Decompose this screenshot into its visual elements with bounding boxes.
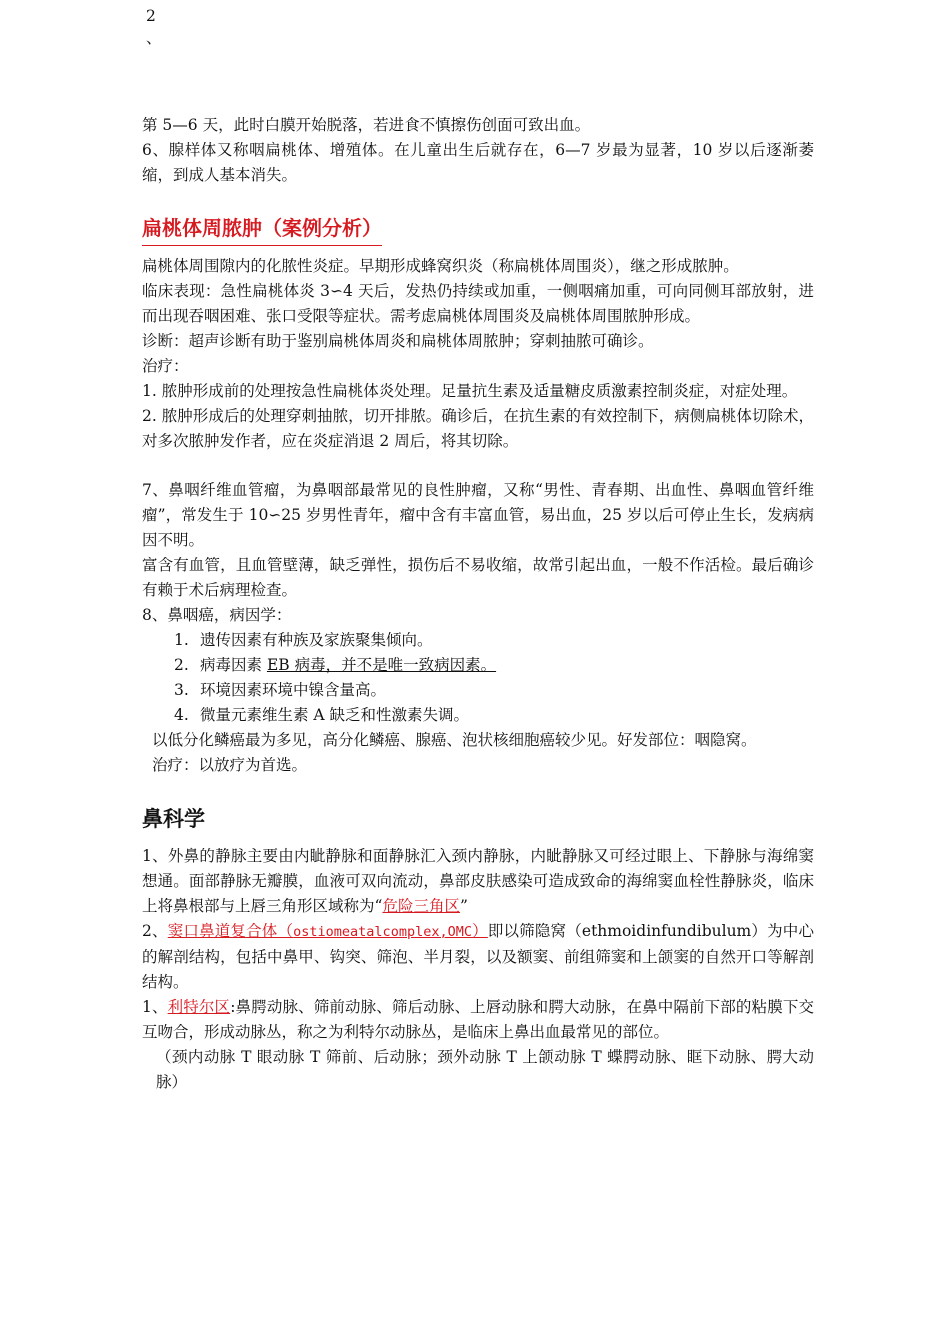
omc-term-en: ostiomeatalcomplex,OMC <box>293 924 472 940</box>
abscess-treatment-label: 治疗： <box>142 357 189 375</box>
abscess-clinical: 临床表现：急性扁桃体炎 3∽4 天后，发热仍持续或加重，一侧咽痛加重，可向同侧耳部放射，进而出现吞咽困难、张口受限等症状。需考虑扁桃体周围炎及扁桃体周围脓肿形成。 <box>142 282 814 325</box>
heading-rhinology: 鼻科学 <box>142 806 205 831</box>
littles-area-term: 利特尔区 <box>167 998 231 1016</box>
intro-line-1: 第 5—6 天，此时白膜开始脱落，若进食不慎擦伤创面可致出血。 <box>142 116 591 134</box>
rhinology-para-2: 2、窦口鼻道复合体（ostiomeatalcomplex,OMC）即以筛隐窝（ethmoidinfundibulum）为中心的解剖结构，包括中鼻甲、钩突、筛泡、半月裂，以及额窦、前组筛窦和上颌窦的自然开口等解剖结构。 <box>142 922 814 991</box>
angiofibroma-para-1: 7、鼻咽纤维血管瘤，为鼻咽部最常见的良性肿瘤，又称“男性、青春期、出血性、鼻咽血管纤维瘤”，常发生于 10∽25 岁男性青年，瘤中含有丰富血管，易出血，25 岁以后可停止生长，发病病因不明。 <box>142 481 814 549</box>
npc-pathology: 以低分化鳞癌最为多见，高分化鳞癌、腺癌、泡状核细胞癌较少见。好发部位：咽隐窝。 <box>152 731 757 749</box>
rhinology-para-1: 1、外鼻的静脉主要由内眦静脉和面静脉汇入颈内静脉，内眦静脉又可经过眼上、下静脉与海绵窦想通。面部静脉无瓣膜，血液可双向流动，鼻部皮肤感染可造成致命的海绵窦血栓性静脉炎，临床上将鼻根部与上唇三角形区域称为“危险三角区” <box>142 847 814 915</box>
list-item: 3. 环境因素环境中镍含量高。 <box>174 681 387 699</box>
page-marker-comma: 、 <box>146 29 162 47</box>
rhinology-artery-note: （颈内动脉 T 眼动脉 T 筛前、后动脉；颈外动脉 T 上颌动脉 T 蝶腭动脉、眶下动脉、腭大动脉） <box>156 1048 814 1091</box>
intro-line-2: 6、腺样体又称咽扁桃体、增殖体。在儿童出生后就存在，6—7 岁最为显著，10 岁以后逐渐萎缩，到成人基本消失。 <box>142 141 814 184</box>
npc-treatment: 治疗：以放疗为首选。 <box>152 756 308 774</box>
list-item: 2. 病毒因素 EB 病毒，并不是唯一致病因素。 <box>174 656 497 674</box>
abscess-diagnosis: 诊断：超声诊断有助于鉴别扁桃体周炎和扁桃体周脓肿；穿刺抽脓可确诊。 <box>142 332 654 350</box>
document-body <box>142 113 814 1095</box>
omc-term-close: ） <box>471 922 488 940</box>
list-item: 4. 微量元素维生素 A 缺乏和性激素失调。 <box>174 706 470 724</box>
omc-term-cn: 窦口鼻道复合体（ <box>167 922 294 940</box>
angiofibroma-para-2: 富含有血管，且血管壁薄，缺乏弹性，损伤后不易收缩，故常引起出血，一般不作活检。最后确诊有赖于术后病理检查。 <box>142 556 814 599</box>
abscess-treatment-2: 2. 脓肿形成后的处理穿刺抽脓，切开排脓。确诊后，在抗生素的有效控制下，病侧扁桃体切除术，对多次脓肿发作者，应在炎症消退 2 周后，将其切除。 <box>142 407 815 450</box>
abscess-treatment-1: 1. 脓肿形成前的处理按急性扁桃体炎处理。足量抗生素及适量糖皮质激素控制炎症，对症处理。 <box>142 382 798 400</box>
npc-etiology-list <box>142 628 814 728</box>
abscess-definition: 扁桃体周围隙内的化脓性炎症。早期形成蜂窝织炎（称扁桃体周围炎），继之形成脓肿。 <box>142 257 739 275</box>
danger-triangle-link: 危险三角区 <box>382 897 460 915</box>
list-item: 1. 遗传因素有种族及家族聚集倾向。 <box>174 631 433 649</box>
page-marker-number: 2 <box>146 7 156 25</box>
heading-tonsil-abscess: 扁桃体周脓肿（案例分析） <box>142 212 382 246</box>
underlined-eb-virus: EB 病毒，并不是唯一致病因素。 <box>266 656 497 674</box>
rhinology-para-3: 1、利特尔区:鼻腭动脉、筛前动脉、筛后动脉、上唇动脉和腭大动脉，在鼻中隔前下部的粘膜下交互吻合，形成动脉丛，称之为利特尔动脉丛，是临床上鼻出血最常见的部位。 <box>142 998 814 1041</box>
npc-heading: 8、鼻咽癌，病因学： <box>142 606 292 624</box>
